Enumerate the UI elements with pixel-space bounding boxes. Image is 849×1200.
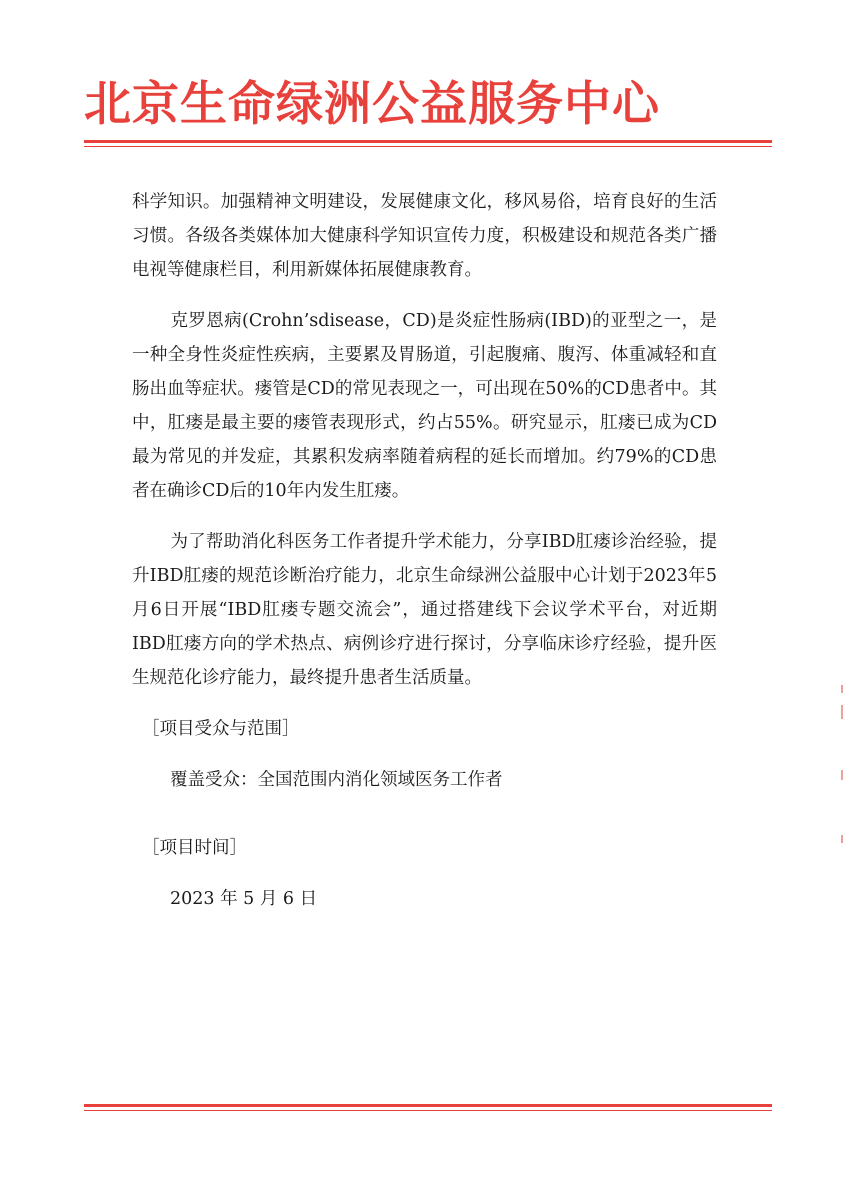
body-paragraph-2: 克罗恩病(Crohn’sdisease，CD)是炎症性肠病(IBD)的亚型之一，是一种全身性炎症性疾病，主要累及胃肠道，引起腹痛、腹泻、体重减轻和直肠出血等症状。瘘管是CD的常见表现之一，可出现在50%的CD患者中。其中，肛瘘是最主要的瘘管表现形式，约占55%。研究显示，肛瘘已成为CD最为常见的并发症，其累积发病率随着病程的延长而增加。约79%的CD患者在确诊CD后的10年内发生肛瘘。: [132, 311, 717, 501]
body-paragraph-1: 科学知识。加强精神文明建设，发展健康文化，移风易俗，培育良好的生活习惯。各级各类媒体加大健康科学知识宣传力度，积极建设和规范各类广播电视等健康栏目，利用新媒体拓展健康教育。: [132, 192, 717, 280]
body-paragraph-3: 为了帮助消化科医务工作者提升学术能力，分享IBD肛瘘诊治经验，提升IBD肛瘘的规范诊断治疗能力，北京生命绿洲公益服中心计划于2023年5月6日开展“IBD肛瘘专题交流会”，通过搭建线下会议学术平台，对近期IBD肛瘘方向的学术热点、病例诊疗进行探讨，分享临床诊疗经验，提升医生规范化诊疗能力，最终提升患者生活质量。: [132, 532, 717, 688]
organization-title: 北京生命绿洲公益服务中心: [84, 77, 660, 132]
time-heading: ［项目时间］: [142, 838, 247, 858]
footer-divider: [84, 1104, 772, 1111]
edge-mark: [841, 770, 843, 780]
header-divider: [84, 140, 772, 147]
document-body: [132, 185, 717, 933]
edge-mark: [841, 705, 843, 719]
edge-mark: [841, 835, 843, 843]
edge-mark: [841, 685, 843, 693]
time-text: 2023 年 5 月 6 日: [170, 889, 318, 909]
audience-text: 覆盖受众：全国范围内消化领域医务工作者: [170, 770, 503, 790]
audience-heading: ［项目受众与范围］: [142, 719, 300, 739]
